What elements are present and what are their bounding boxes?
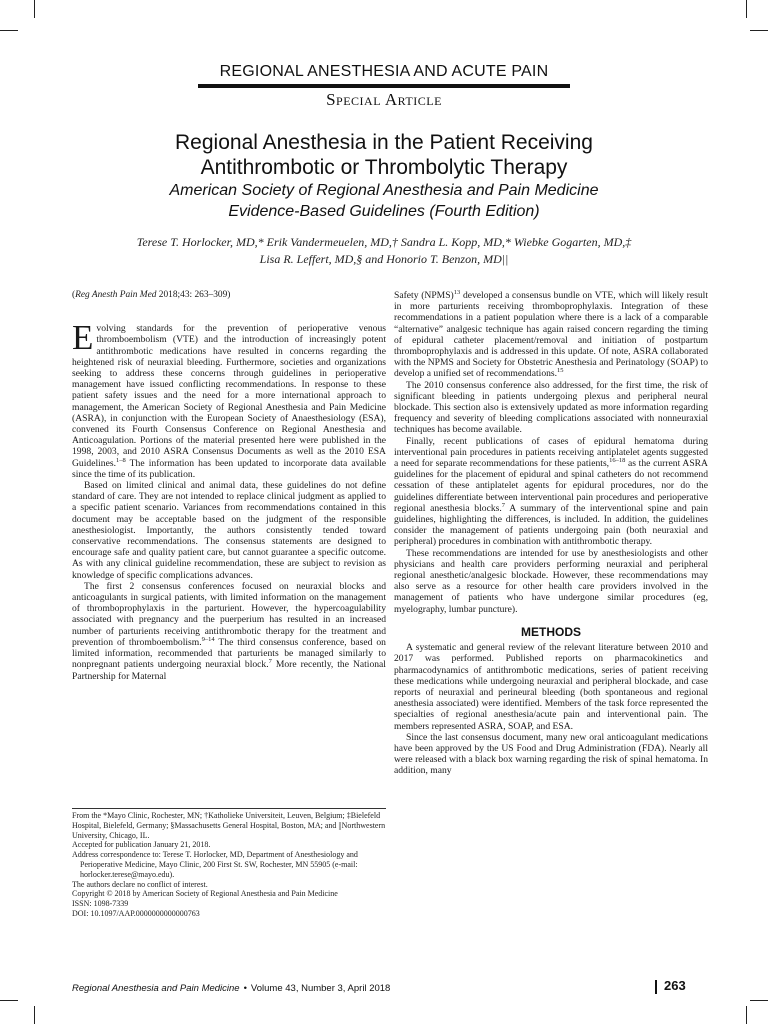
article-type-label: Special Article	[326, 90, 442, 109]
right-column	[394, 290, 708, 777]
reference-marker: 16–18	[609, 457, 626, 465]
reference-marker: 15	[557, 367, 564, 375]
footnote-divider	[72, 808, 386, 809]
issn: ISSN: 1098-7339	[72, 899, 129, 909]
body-paragraph: A systematic and general review of the relevant literature between 2010 and 2017 was performed. Published reports on pharmacokinetics and pharmacodynamics of antithrombotic medications, series of patient receiving these medications while undergoing neuraxial and peripheral blockade, and case reports of neuraxial and perineural bleeding (both spontaneous and regional anesthesia associated) were identified. Members of the task force represented the specialties of regional anesthesia/acute pain and interventional pain. The members represented ASRA, SOAP, and ESA.	[394, 642, 708, 732]
citation-line: (Reg Anesth Pain Med 2018;43: 263–309)	[72, 290, 231, 300]
article-title	[60, 130, 708, 180]
page-footer	[72, 983, 390, 994]
author-list	[60, 234, 708, 268]
crop-mark	[746, 1006, 747, 1024]
footnotes	[72, 811, 386, 919]
body-paragraph: Finally, recent publications of cases of epidural hematoma during interventional pain procedures in patients receiving antiplatelet agents suggested a need for separate recommendations for these patients,$^{16-18}$ as the current ASRA guidelines for the placement of epidural and spinal catheters do not recommend cessation of these antiplatelet agents for epidural procedures, nor do the guidelines differentiate between interventional pain procedures and perioperative regional anesthesia blocks.$^7$ A summary of the interventional spine and pain guidelines, highlighting the differences, is included. In addition, the guidelines consider the management of patients undergoing pain (both neuraxial and peripheral) procedures in combination with antithrombotic therapy.	[394, 435, 709, 548]
footer-separator: •	[243, 983, 247, 994]
body-paragraph: Based on limited clinical and animal data, these guidelines do not define standard of care. They are not intended to replace clinical judgment as applied to a specific patient scenario. Variances from recommendations contained in this document may be acceptable based on the judgment of the responsible anesthesiologist. Importantly, the authors consistently tended toward conservative recommendations. The consensus statements are designed to encourage safe and quality patient care, but cannot guarantee a specific outcome. As with any clinical guideline recommendation, these are subject to revision as knowledge of specific complications advances.	[72, 480, 386, 581]
crop-mark	[0, 30, 18, 31]
footer-volume: Volume 43, Number 3, April 2018	[250, 983, 391, 994]
body-paragraph: Safety (NPMS)$^{13}$ developed a consensus bundle on VTE, which will likely result in more parturients receiving thromboprophylaxis. Integration of these recommendations in a patient population where there is a lack of a comparable “alternative” analgesic technique has again raised concern regarding the timing of epidural catheter placement/removal and initiation of postpartum thromboprophylaxis and is addressed in this update. Of note, ASRA collaborated with the NPMS and Society for Obstetric Anesthesia and Perinatology (SOAP) to develop a unified set of recommendations.$^{15}$	[394, 289, 708, 380]
left-column	[72, 290, 386, 682]
body-paragraph: The 2010 consensus conference also addressed, for the first time, the risk of significant bleeding in patients undergoing plexus and peripheral neural blockade. This section also is extensively updated as more information regarding frequency and severity of bleeding complications associated with nonneuraxial techniques has become available.	[394, 379, 708, 436]
author-line: Lisa R. Leffert, MD,§ and Honorio T. Benzon, MD||	[259, 252, 509, 266]
crop-mark	[0, 1000, 18, 1001]
crop-mark	[34, 1006, 35, 1024]
conflict-statement: The authors declare no conflict of interest.	[72, 879, 208, 889]
crop-mark	[750, 30, 768, 31]
article-subtitle-line: American Society of Regional Anesthesia and Pain Medicine	[169, 182, 599, 199]
doi-link[interactable]: DOI: 10.1097/AAP.0000000000000763	[72, 908, 200, 918]
citation-details: 2018;43: 263–309)	[156, 290, 231, 300]
reference-marker: 13	[453, 289, 461, 296]
copyright-notice: Copyright © 2018 by American Society of Regional Anesthesia and Pain Medicine	[72, 889, 338, 899]
crop-mark	[34, 0, 35, 18]
journal-section-header: REGIONAL ANESTHESIA AND ACUTE PAIN	[219, 63, 549, 80]
author-line: Terese T. Horlocker, MD,* Erik Vandermeuelen, MD,† Sandra L. Kopp, MD,* Wiebke Gogarten, MD,‡	[136, 235, 632, 249]
correspondence-note: Address correspondence to: Terese T. Horlocker, MD, Department of Anesthesiology and Perioperative Medicine, Mayo Clinic, 200 First St. SW, Rochester, MN 55905 (e-mail: horlocker.terese@mayo.edu).	[72, 850, 358, 879]
article-title-line: Antithrombotic or Thrombolytic Therapy	[200, 156, 568, 179]
drop-cap: E	[72, 318, 94, 358]
reference-marker: 7	[501, 501, 506, 509]
crop-mark	[746, 0, 747, 18]
reference-marker: 7	[268, 658, 272, 666]
body-paragraph: The first 2 consensus conferences focused on neuraxial blocks and anticoagulants in surgical patients, with limited information on the management of thromboprophylaxis in the parturient. However, the hypercoagulability associated with pregnancy and the puerperium has resulted in an increased number of parturients receiving antithrombotic therapy for the treatment and prevention of thromboembolism.$^{9-14}$ The third consensus conference, based on limited information, recommended that parturients be managed similarly to nonpregnant patients undergoing neuraxial block.$^7$ More recently, the National Partnership for Maternal	[72, 580, 386, 682]
reference-marker: 1–8	[115, 456, 126, 464]
page-number: 263	[664, 978, 686, 993]
section-divider	[198, 84, 570, 88]
body-paragraph: These recommendations are intended for use by anesthesiologists and other physicians and health care providers performing neuraxial and peripheral regional anesthetic/analgesic blockade. However, these recommendations may also serve as a resource for other health care providers involved in the management of patients who have undergone similar procedures (eg, myelography, lumbar puncture).	[394, 547, 708, 615]
citation-journal: Reg Anesth Pain Med	[75, 290, 157, 300]
intro-paragraph: Evolving standards for the prevention of perioperative venous thromboembolism (VTE) and the introduction of increasingly potent antithrombotic medications have resulted in concerns regarding the heightened risk of neuraxial bleeding. Furthermore, societies and organizations seeking to address these concerns through guidelines in perioperative management have issued conflicting recommendations. In response to these patient safety issues and the need for a more international approach to management, the American Society of Regional Anesthesia and Pain Medicine (ASRA), in conjunction with the European Society of Anaesthesiology (ESA), convened its Fourth Consensus Conference on Regional Anesthesia and Anticoagulation. Portions of the material presented here were published in the 1998, 2003, and 2010 ASRA Consensus Documents as well as the 2010 ESA Guidelines.$^{1-8}$ The information has been updated to incorporate data available since the time of its publication.	[72, 318, 386, 480]
reference-marker: 9–14	[201, 635, 215, 643]
article-subtitle-line: Evidence-Based Guidelines (Fourth Edition)	[228, 203, 540, 220]
article-subtitle	[60, 180, 708, 222]
affiliations-note: From the *Mayo Clinic, Rochester, MN; †Katholieke Universiteit, Leuven, Belgium; ‡Bielefeld Hospital, Bielefeld, Germany; §Massachusetts General Hospital, Boston, MA; and ||Northwestern University, Chicago, IL.	[72, 811, 386, 840]
footer-journal: Regional Anesthesia and Pain Medicine	[72, 983, 240, 994]
article-title-line: Regional Anesthesia in the Patient Receiving	[175, 131, 593, 154]
footer-bar	[655, 980, 657, 994]
accepted-date: Accepted for publication January 21, 2018.	[72, 840, 211, 850]
body-paragraph: Since the last consensus document, many new oral anticoagulant medications have been approved by the US Food and Drug Administration (FDA). Nearly all were released with a black box warning regarding the risk of spinal hematoma. In addition, many	[394, 731, 708, 777]
methods-heading: METHODS	[521, 624, 581, 639]
crop-mark	[750, 1000, 768, 1001]
